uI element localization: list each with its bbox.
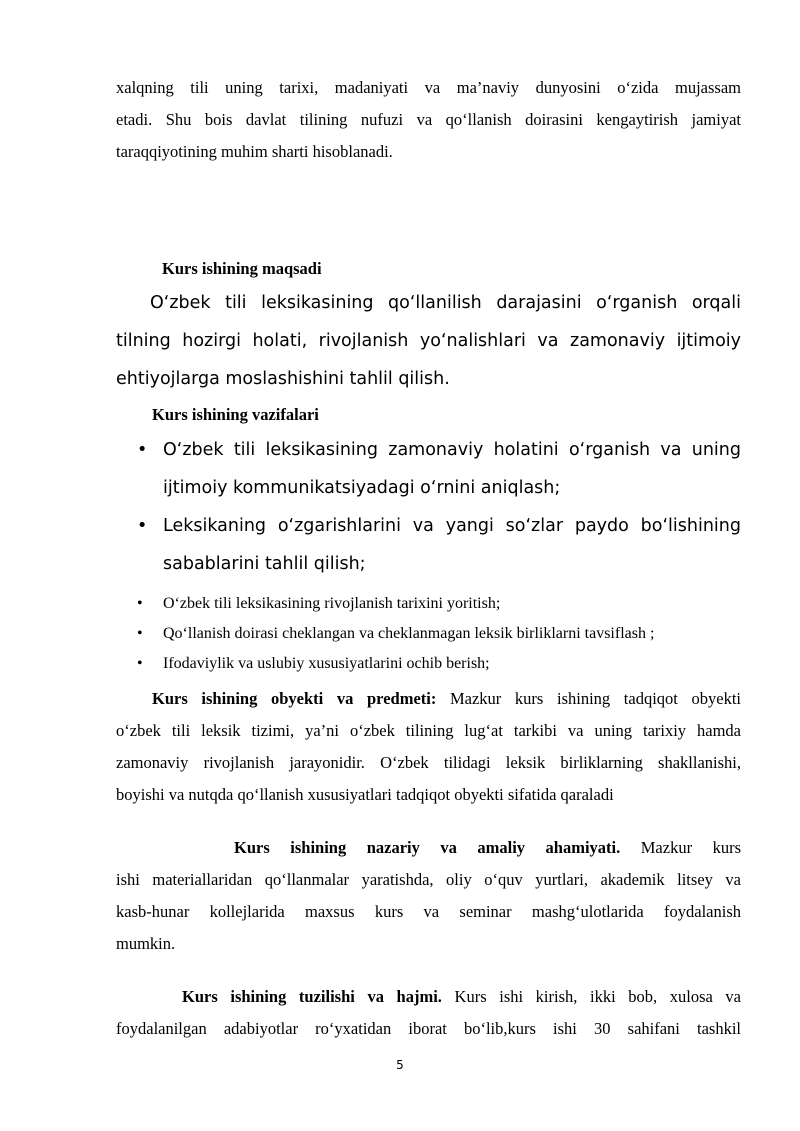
task-5-line-1: Ifodaviylik va uslubiy xususiyatlarini ochib berish; (163, 655, 490, 672)
structure-first-line-text: Kurs ishi kirish, ikki bob, xulosa va (454, 987, 742, 1006)
list-item (116, 431, 741, 507)
list-item (116, 649, 741, 679)
list-item (116, 589, 741, 619)
significance-line-2: ishi materiallaridan qo‘llanmalar yaratishda, oliy o‘quv yurtlari, akademik litsey va (116, 870, 741, 889)
page-number: 5 (396, 1058, 404, 1072)
goal-line-2: tilning hozirgi holati, rivojlanish yo‘nalishlari va zamonaviy ijtimoiy (116, 331, 741, 351)
intro-paragraph (116, 72, 741, 168)
structure-label: Kurs ishining tuzilishi va hajmi. (182, 987, 442, 1006)
task-2-line-2: sabablarini tahlil qilish; (163, 554, 366, 574)
goal-heading: Kurs ishining maqsadi (162, 259, 322, 278)
list-item (116, 619, 741, 649)
bullet-icon: • (137, 516, 148, 536)
intro-line-3: taraqqiyotining muhim sharti hisoblanadi. (116, 142, 393, 161)
goal-line-3: ehtiyojlarga moslashishini tahlil qilish. (116, 369, 450, 389)
task-4-line-1: Qo‘llanish doirasi cheklangan va cheklanmagan leksik birliklarni tavsiflash ; (163, 625, 655, 642)
bullet-icon: • (137, 655, 143, 672)
object-first-line-text: Mazkur kurs ishining tadqiqot obyekti (449, 689, 741, 708)
tasks-list (116, 431, 741, 679)
intro-line-1: xalqning tili uning tarixi, madaniyati va ma’naviy dunyosini o‘zida mujassam (116, 78, 741, 97)
goal-line-1: O‘zbek tili leksikasining qo‘llanilish darajasini o‘rganish orqali (150, 293, 741, 313)
significance-first-line-text: Mazkur kurs (640, 838, 741, 857)
object-line-4: boyishi va nutqda qo‘llanish xususiyatlari tadqiqot obyekti sifatida qaraladi (116, 785, 614, 804)
task-3-line-1: O‘zbek tili leksikasining rivojlanish tarixini yoritish; (163, 595, 501, 612)
structure-paragraph (116, 981, 741, 1045)
task-2-line-1: Leksikaning o‘zgarishlarini va yangi so‘zlar paydo bo‘lishining (163, 516, 741, 536)
tasks-heading: Kurs ishining vazifalari (152, 405, 319, 424)
object-label: Kurs ishining obyekti va predmeti: (152, 689, 437, 708)
goal-paragraph (116, 284, 741, 398)
structure-line-2: foydalanilgan adabiyotlar ro‘yxatidan iborat bo‘lib,kurs ishi 30 sahifani tashkil (116, 1019, 741, 1038)
object-paragraph (116, 683, 741, 811)
intro-line-2: etadi. Shu bois davlat tilining nufuzi va qo‘llanish doirasini kengaytirish jamiyat (116, 110, 741, 129)
significance-line-4: mumkin. (116, 934, 176, 953)
structure-line-1 (116, 981, 741, 1013)
task-1-line-2: ijtimoiy kommunikatsiyadagi o‘rnini aniqlash; (163, 478, 561, 498)
significance-label: Kurs ishining nazariy va amaliy ahamiyati. (234, 838, 621, 857)
object-line-1 (116, 683, 741, 715)
object-line-2: o‘zbek tili leksik tizimi, ya’ni o‘zbek tilining lug‘at tarkibi va uning tarixiy hamda (116, 721, 741, 740)
significance-line-1 (116, 832, 741, 864)
list-item (116, 507, 741, 583)
bullet-icon: • (137, 625, 143, 642)
bullet-icon: • (137, 440, 148, 460)
significance-line-3: kasb-hunar kollejlarida maxsus kurs va seminar mashg‘ulotlarida foydalanish (116, 902, 741, 921)
significance-paragraph (116, 832, 741, 960)
object-line-3: zamonaviy rivojlanish jarayonidir. O‘zbek tilidagi leksik birliklarning shakllanishi, (116, 753, 741, 772)
task-1-line-1: O‘zbek tili leksikasining zamonaviy holatini o‘rganish va uning (163, 440, 741, 460)
bullet-icon: • (137, 595, 143, 612)
